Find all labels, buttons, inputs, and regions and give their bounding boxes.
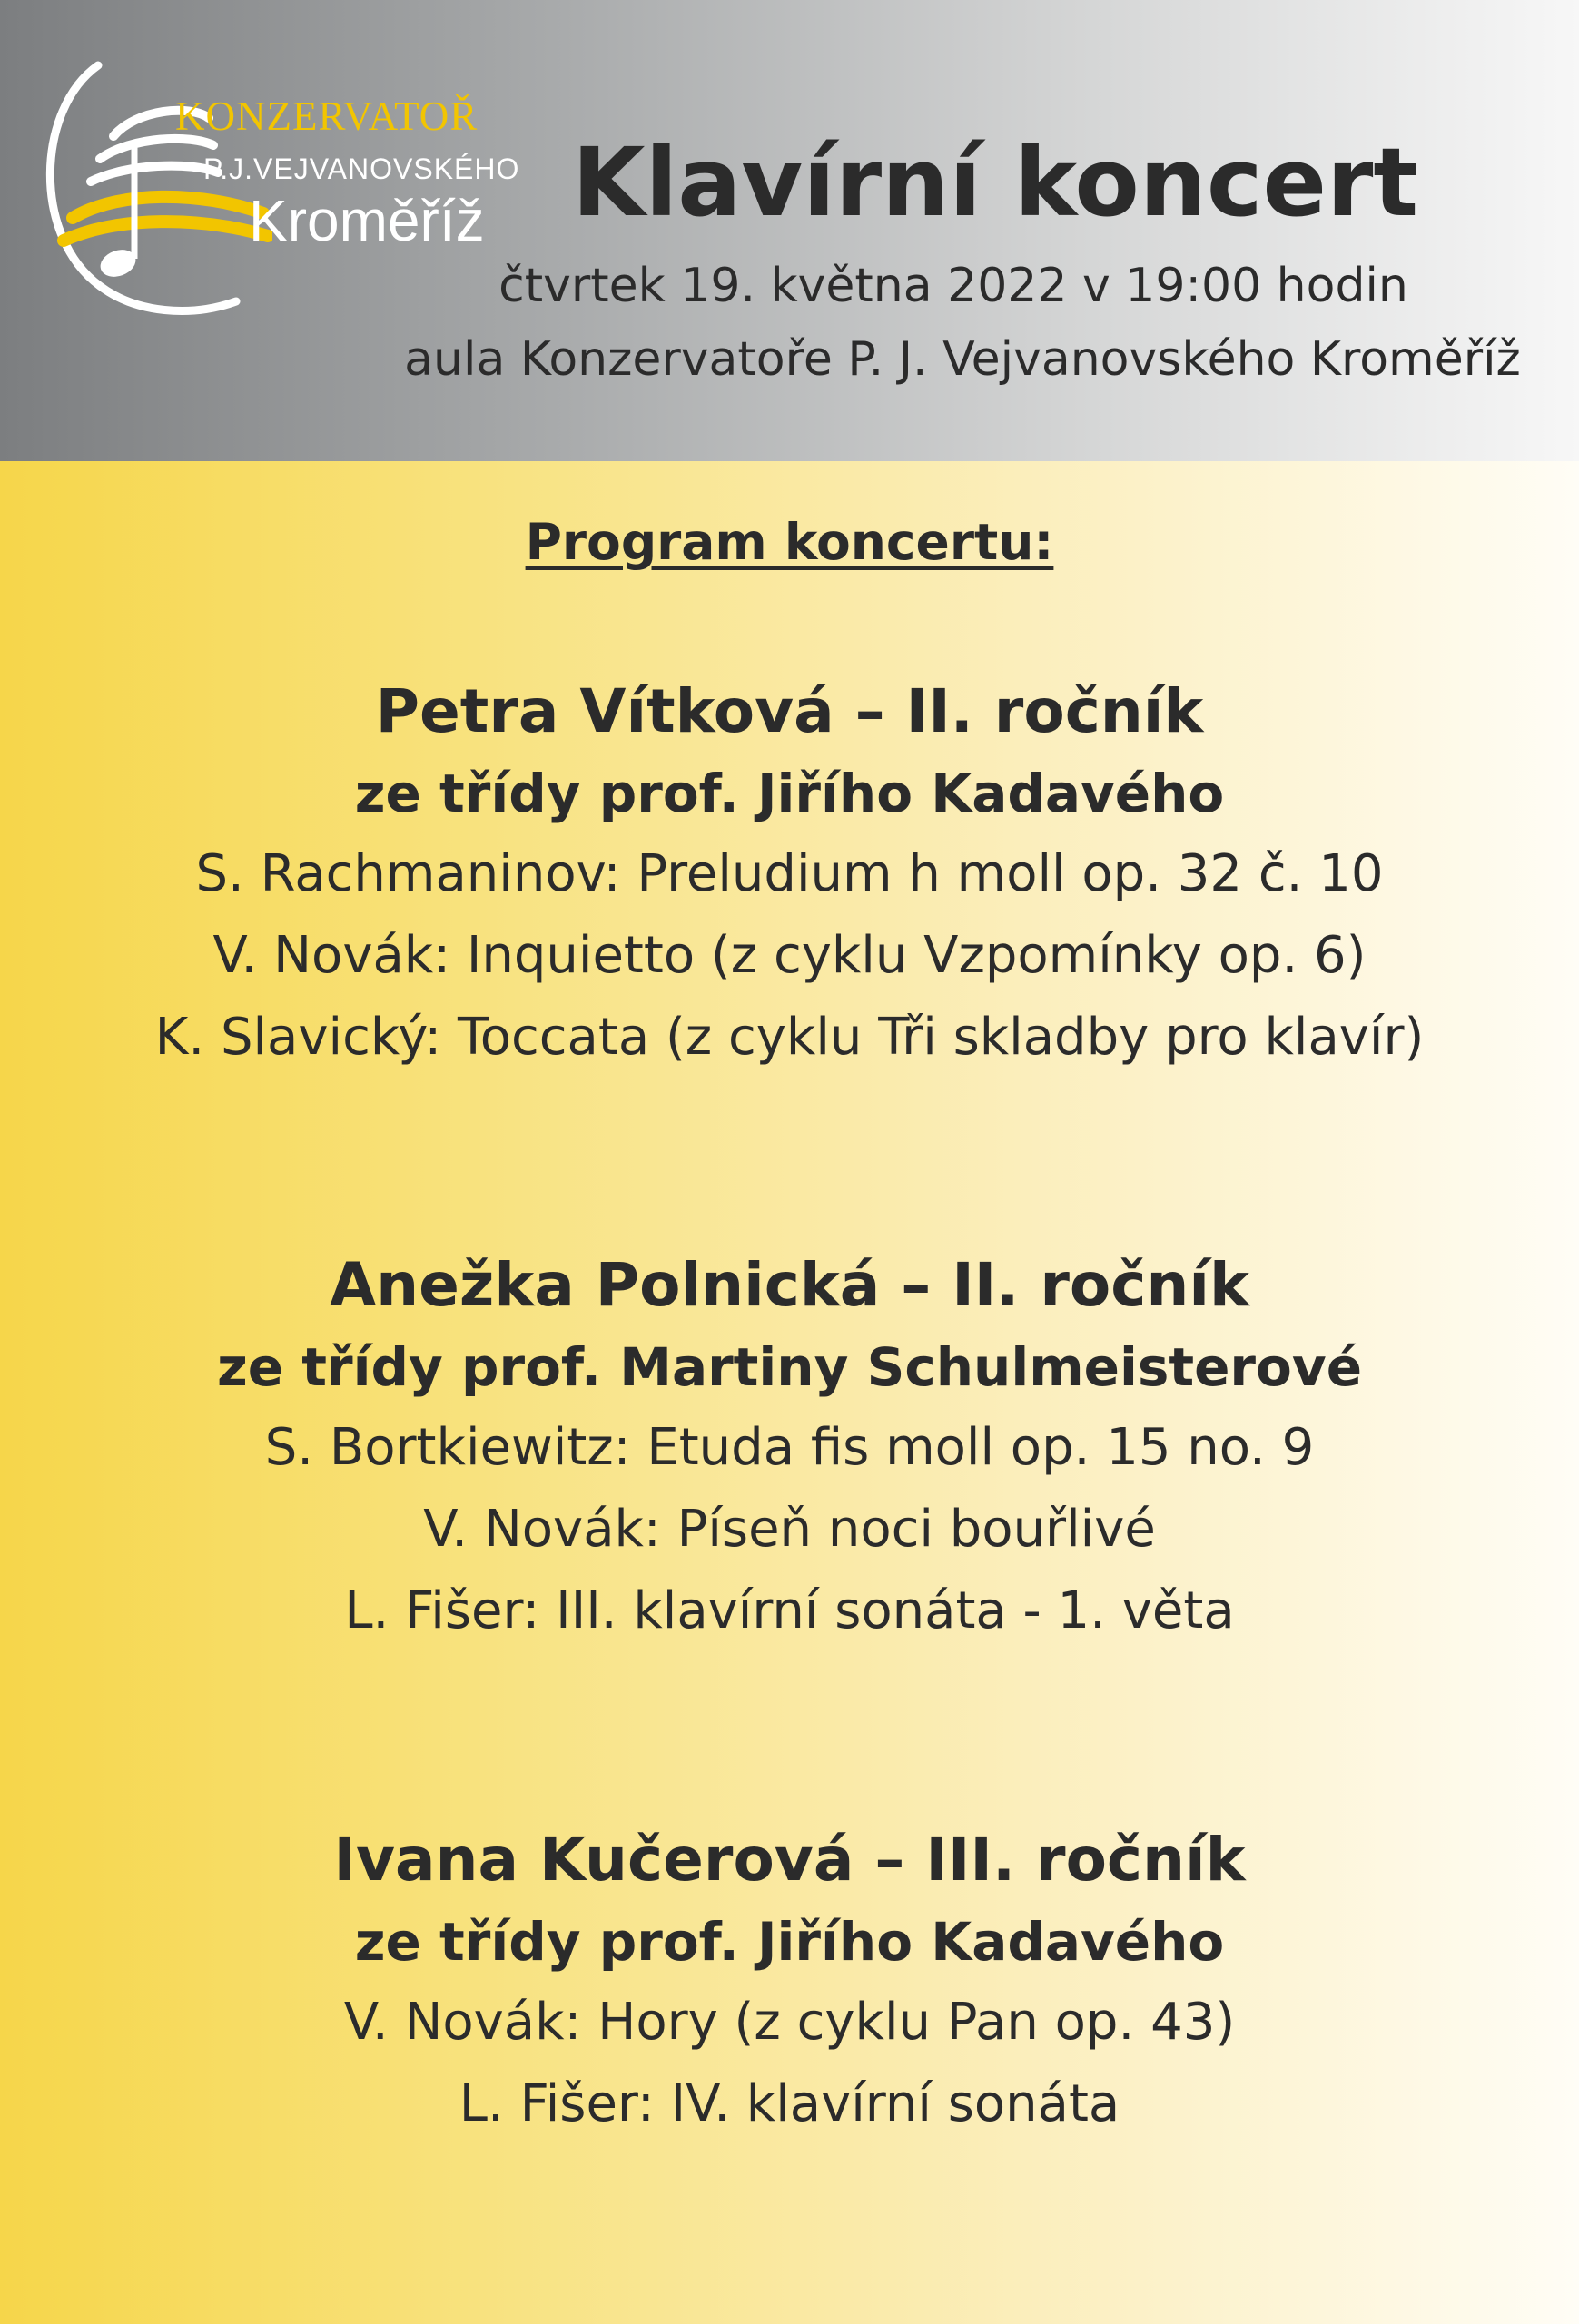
performer-name: Petra Vítková – II. ročník (375, 676, 1204, 746)
piece: V. Novák: Píseň noci bouřlivé (423, 1500, 1156, 1559)
performer-block (0, 670, 1579, 1078)
piece: V. Novák: Hory (z cyklu Pan op. 43) (343, 1993, 1236, 2052)
performer-name: Ivana Kučerová – III. ročník (333, 1825, 1246, 1895)
piece: K. Slavický: Toccata (z cyklu Tři skladby pro klavír) (154, 1008, 1425, 1067)
header-banner (0, 0, 1579, 461)
program-heading-wrap (0, 513, 1579, 571)
piece: L. Fišer: IV. klavírní sonáta (459, 2074, 1120, 2133)
performer-name: Anežka Polnická – II. ročník (330, 1250, 1249, 1320)
logo-text-vejvanovskeho: P.J.VEJVANOVSKÉHO (203, 153, 520, 185)
performer-teacher: ze třídy prof. Jiřího Kadavého (354, 1911, 1225, 1973)
performer-teacher: ze třídy prof. Jiřího Kadavého (354, 763, 1225, 824)
performer-block (0, 1244, 1579, 1652)
concert-title: Klavírní koncert (572, 127, 1419, 238)
piece: S. Rachmaninov: Preludium h moll op. 32 č. 10 (195, 844, 1384, 903)
performer-teacher: ze třídy prof. Martiny Schulmeisterové (216, 1336, 1363, 1398)
concert-venue: aula Konzervatoře P. J. Vejvanovského Kroměříž (404, 332, 1521, 387)
piece: L. Fišer: III. klavírní sonáta - 1. věta (344, 1581, 1235, 1640)
program-heading: Program koncertu: (525, 513, 1054, 571)
logo-text-konzervator: KONZERVATOŘ (175, 94, 479, 139)
concert-date: čtvrtek 19. května 2022 v 19:00 hodin (498, 259, 1408, 313)
piece: S. Bortkiewitz: Etuda fis moll op. 15 no. 9 (264, 1418, 1315, 1477)
logo-text-kromeriz: Kroměříž (249, 188, 485, 253)
performer-block (0, 1818, 1579, 2145)
piece: V. Novák: Inquietto (z cyklu Vzpomínky op. 6) (212, 926, 1367, 985)
